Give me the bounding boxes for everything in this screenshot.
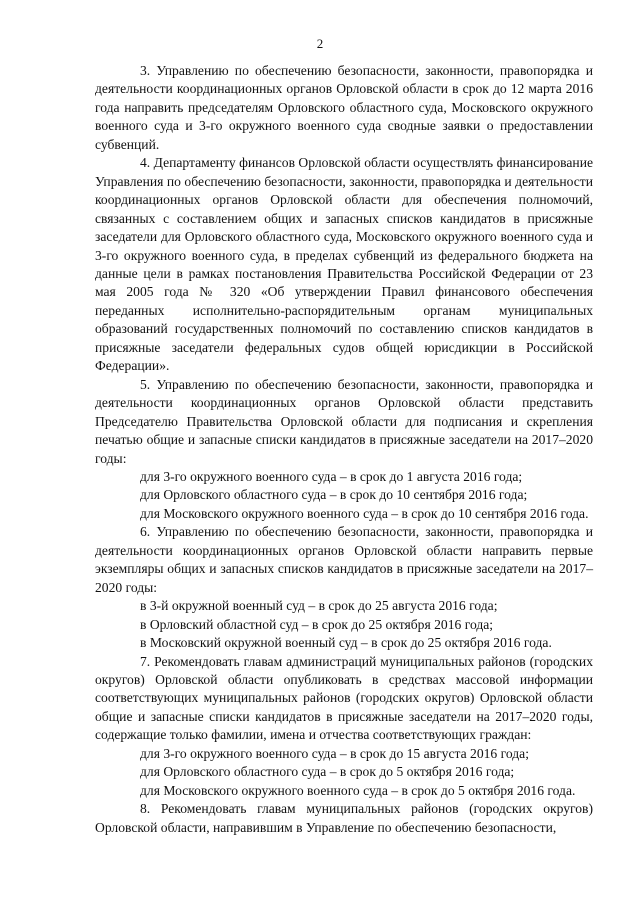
document-body	[95, 62, 593, 837]
paragraph-6-item: в Орловский областной суд – в срок до 25 октября 2016 года;	[140, 616, 494, 632]
paragraph-3: 3. Управлению по обеспечению безопасности, законности, правопорядка и деятельности координационных органов Орловской области в срок до 12 марта 2016 года направить председателям Орловского областного суда, Московского окружного военного суда и 3-го окружного военного суда сводные заявки о предоставлении субвенций.	[95, 63, 593, 152]
paragraph-7-item: для Орловского областного суда – в срок до 5 октября 2016 года;	[140, 764, 515, 780]
paragraph-6-item: в 3-й окружной военный суд – в срок до 25 августа 2016 года;	[140, 598, 498, 614]
paragraph-6: 6. Управлению по обеспечению безопасности, законности, правопорядка и деятельности координационных органов Орловской области направить первые экземпляры общих и запасных списков кандидатов в присяжные заседатели на 2017–2020 годы:	[95, 524, 593, 595]
paragraph-5: 5. Управлению по обеспечению безопасности, законности, правопорядка и деятельности координационных органов Орловской области представить Председателю Правительства Орловской области для подписания и скрепления печатью общие и запасные списки кандидатов в присяжные заседатели на 2017–2020 годы:	[95, 376, 593, 466]
paragraph-5-item: для Московского окружного военного суда – в срок до 10 сентября 2016 года.	[140, 505, 589, 521]
paragraph-8: 8. Рекомендовать главам муниципальных районов (городских округов) Орловской области, направившим в Управление по обеспечению безопасности,	[95, 801, 593, 835]
paragraph-5-item: для Орловского областного суда – в срок до 10 сентября 2016 года;	[140, 487, 528, 503]
paragraph-7-item: для 3-го окружного военного суда – в срок до 15 августа 2016 года;	[140, 745, 529, 761]
paragraph-5-item: для 3-го окружного военного суда – в срок до 1 августа 2016 года;	[140, 468, 523, 484]
paragraph-7-item: для Московского окружного военного суда – в срок до 5 октября 2016 года.	[140, 782, 576, 798]
paragraph-6-item: в Московский окружной военный суд – в срок до 25 октября 2016 года.	[140, 635, 552, 651]
paragraph-7: 7. Рекомендовать главам администраций муниципальных районов (городских округов) Орловской области опубликовать в средствах массовой информации соответствующих муниципальных районов (городских округов) Орловской области общие и запасные списки кандидатов в присяжные заседатели на 2017–2020 годы, содержащие только фамилии, имена и отчества соответствующих граждан:	[95, 653, 593, 743]
page-number: 2	[316, 36, 324, 51]
paragraph-4: 4. Департаменту финансов Орловской области осуществлять финансирование Управления по обеспечению безопасности, законности, правопорядка и деятельности координационных органов Орловской области для обеспечения полномочий, связанных с составлением общих и запасных списков кандидатов в присяжные заседатели для Орловского областного суда, Московского окружного военного суда и 3-го окружного военного суда, в пределах субвенций из федерального бюджета на данные цели в рамках постановления Правительства Российской Федерации от 23 мая 2005 года № 320 «Об утверждении Правил финансового обеспечения переданных исполнительно-распорядительным органам муниципальных образований государственных полномочий по составлению списков кандидатов в присяжные заседатели федеральных судов общей юрисдикции в Российской Федерации».	[95, 155, 593, 374]
